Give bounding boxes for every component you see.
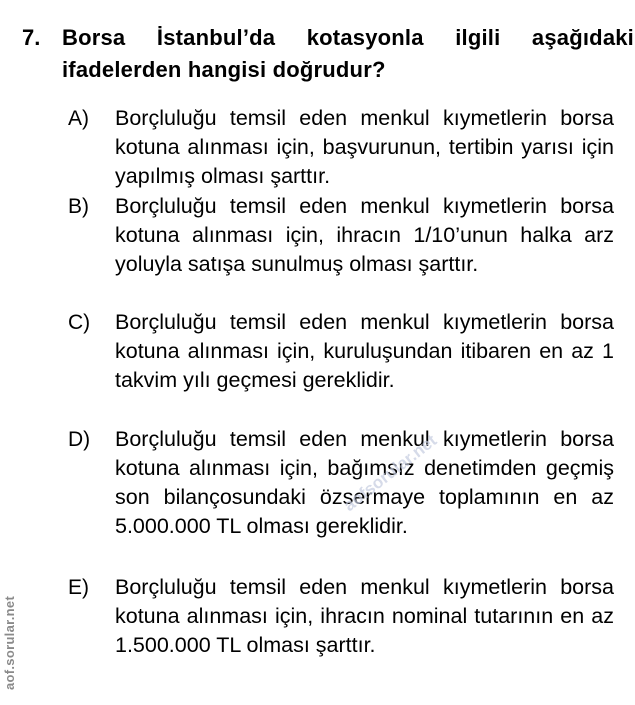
- side-watermark: aof.sorular.net: [2, 595, 17, 690]
- option-letter: E): [68, 576, 89, 599]
- question-text: Borsa İstanbul’da kotasyonla ilgili aşağıdaki ifadelerden hangisi doğrudur?: [62, 25, 634, 82]
- option-b[interactable]: [68, 192, 614, 308]
- option-c[interactable]: [68, 308, 614, 425]
- option-text: Borçluluğu temsil eden menkul kıymetlerin borsa kotuna alınması için, bağımsız denetimden geçmiş son bilançosundaki özsermaye toplamının en az 5.000.000 TL olması gereklidir.: [115, 427, 614, 538]
- option-letter: C): [68, 311, 91, 334]
- option-letter: A): [68, 107, 89, 130]
- option-letter: D): [68, 428, 91, 451]
- option-e[interactable]: [68, 573, 614, 663]
- option-letter: B): [68, 195, 89, 218]
- question-number: 7.: [22, 25, 41, 50]
- option-text: Borçluluğu temsil eden menkul kıymetlerin borsa kotuna alınması için, ihracın 1/10’unun halka arz yoluyla satışa sunulmuş olması şarttır.: [115, 194, 614, 276]
- option-text: Borçluluğu temsil eden menkul kıymetlerin borsa kotuna alınması için, ihracın nominal tutarının en az 1.500.000 TL olması şarttır.: [115, 575, 614, 657]
- option-d[interactable]: [68, 425, 614, 573]
- option-text: Borçluluğu temsil eden menkul kıymetlerin borsa kotuna alınması için, başvurunun, tertibin yarısı için yapılmış olması şarttır.: [115, 106, 614, 188]
- option-a[interactable]: [68, 104, 614, 192]
- answer-options: [68, 104, 614, 663]
- option-text: Borçluluğu temsil eden menkul kıymetlerin borsa kotuna alınması için, kuruluşundan itibaren en az 1 takvim yılı geçmesi gereklidir.: [115, 310, 614, 392]
- diagonal-watermark: aofsorular.net: [340, 430, 441, 515]
